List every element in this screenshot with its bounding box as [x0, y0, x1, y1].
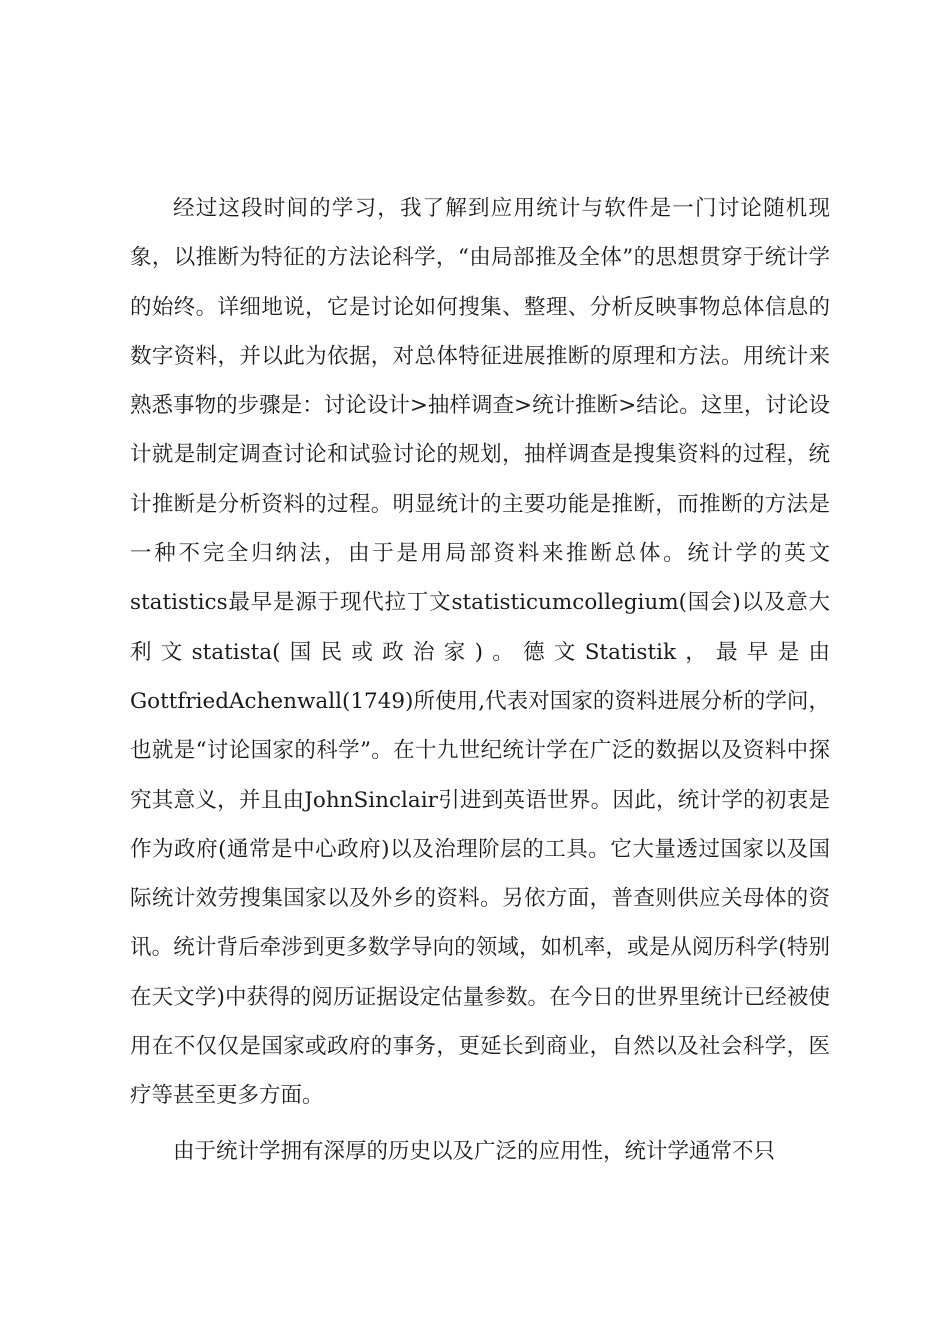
paragraph-2: 由于统计学拥有深厚的历史以及广泛的应用性，统计学通常不只: [173, 1138, 776, 1164]
document-body: [130, 184, 830, 1182]
paragraph-1: 经过这段时间的学习，我了解到应用统计与软件是一门讨论随机现象，以推断为特征的方法论科学，“由局部推及全体”的思想贯穿于统计学的始终。详细地说，它是讨论如何搜集、整理、分析反映事物总体信息的数字资料，并以此为依据，对总体特征进展推断的原理和方法。用统计来熟悉事物的步骤是：讨论设计>抽样调查>统计推断>结论。这里，讨论设计就是制定调查讨论和试验讨论的规划，抽样调查是搜集资料的过程，统计推断是分析资料的过程。明显统计的主要功能是推断，而推断的方法是一种不完全归纳法，由于是用局部资料来推断总体。统计学的英文statistics最早是源于现代拉丁文statisticumcollegium(国会)以及意大利文statista(国民或政治家)。德文Statistik，最早是由GottfriedAchenwall(1749)所使用,代表对国家的资料进展分析的学问，也就是“讨论国家的科学”。在十九世纪统计学在广泛的数据以及资料中探究其意义，并且由JohnSinclair引进到英语世界。因此，统计学的初衷是作为政府(通常是中心政府)以及治理阶层的工具。它大量透过国家以及国际统计效劳搜集国家以及外乡的资料。另依方面，普查则供应关母体的资讯。统计背后牵涉到更多数学导向的领域，如机率，或是从阅历科学(特别在天文学)中获得的阅历证据设定估量参数。在今日的世界里统计已经被使用在不仅仅是国家或政府的事务，更延长到商业，自然以及社会科学，医疗等甚至更多方面。: [130, 196, 830, 1109]
